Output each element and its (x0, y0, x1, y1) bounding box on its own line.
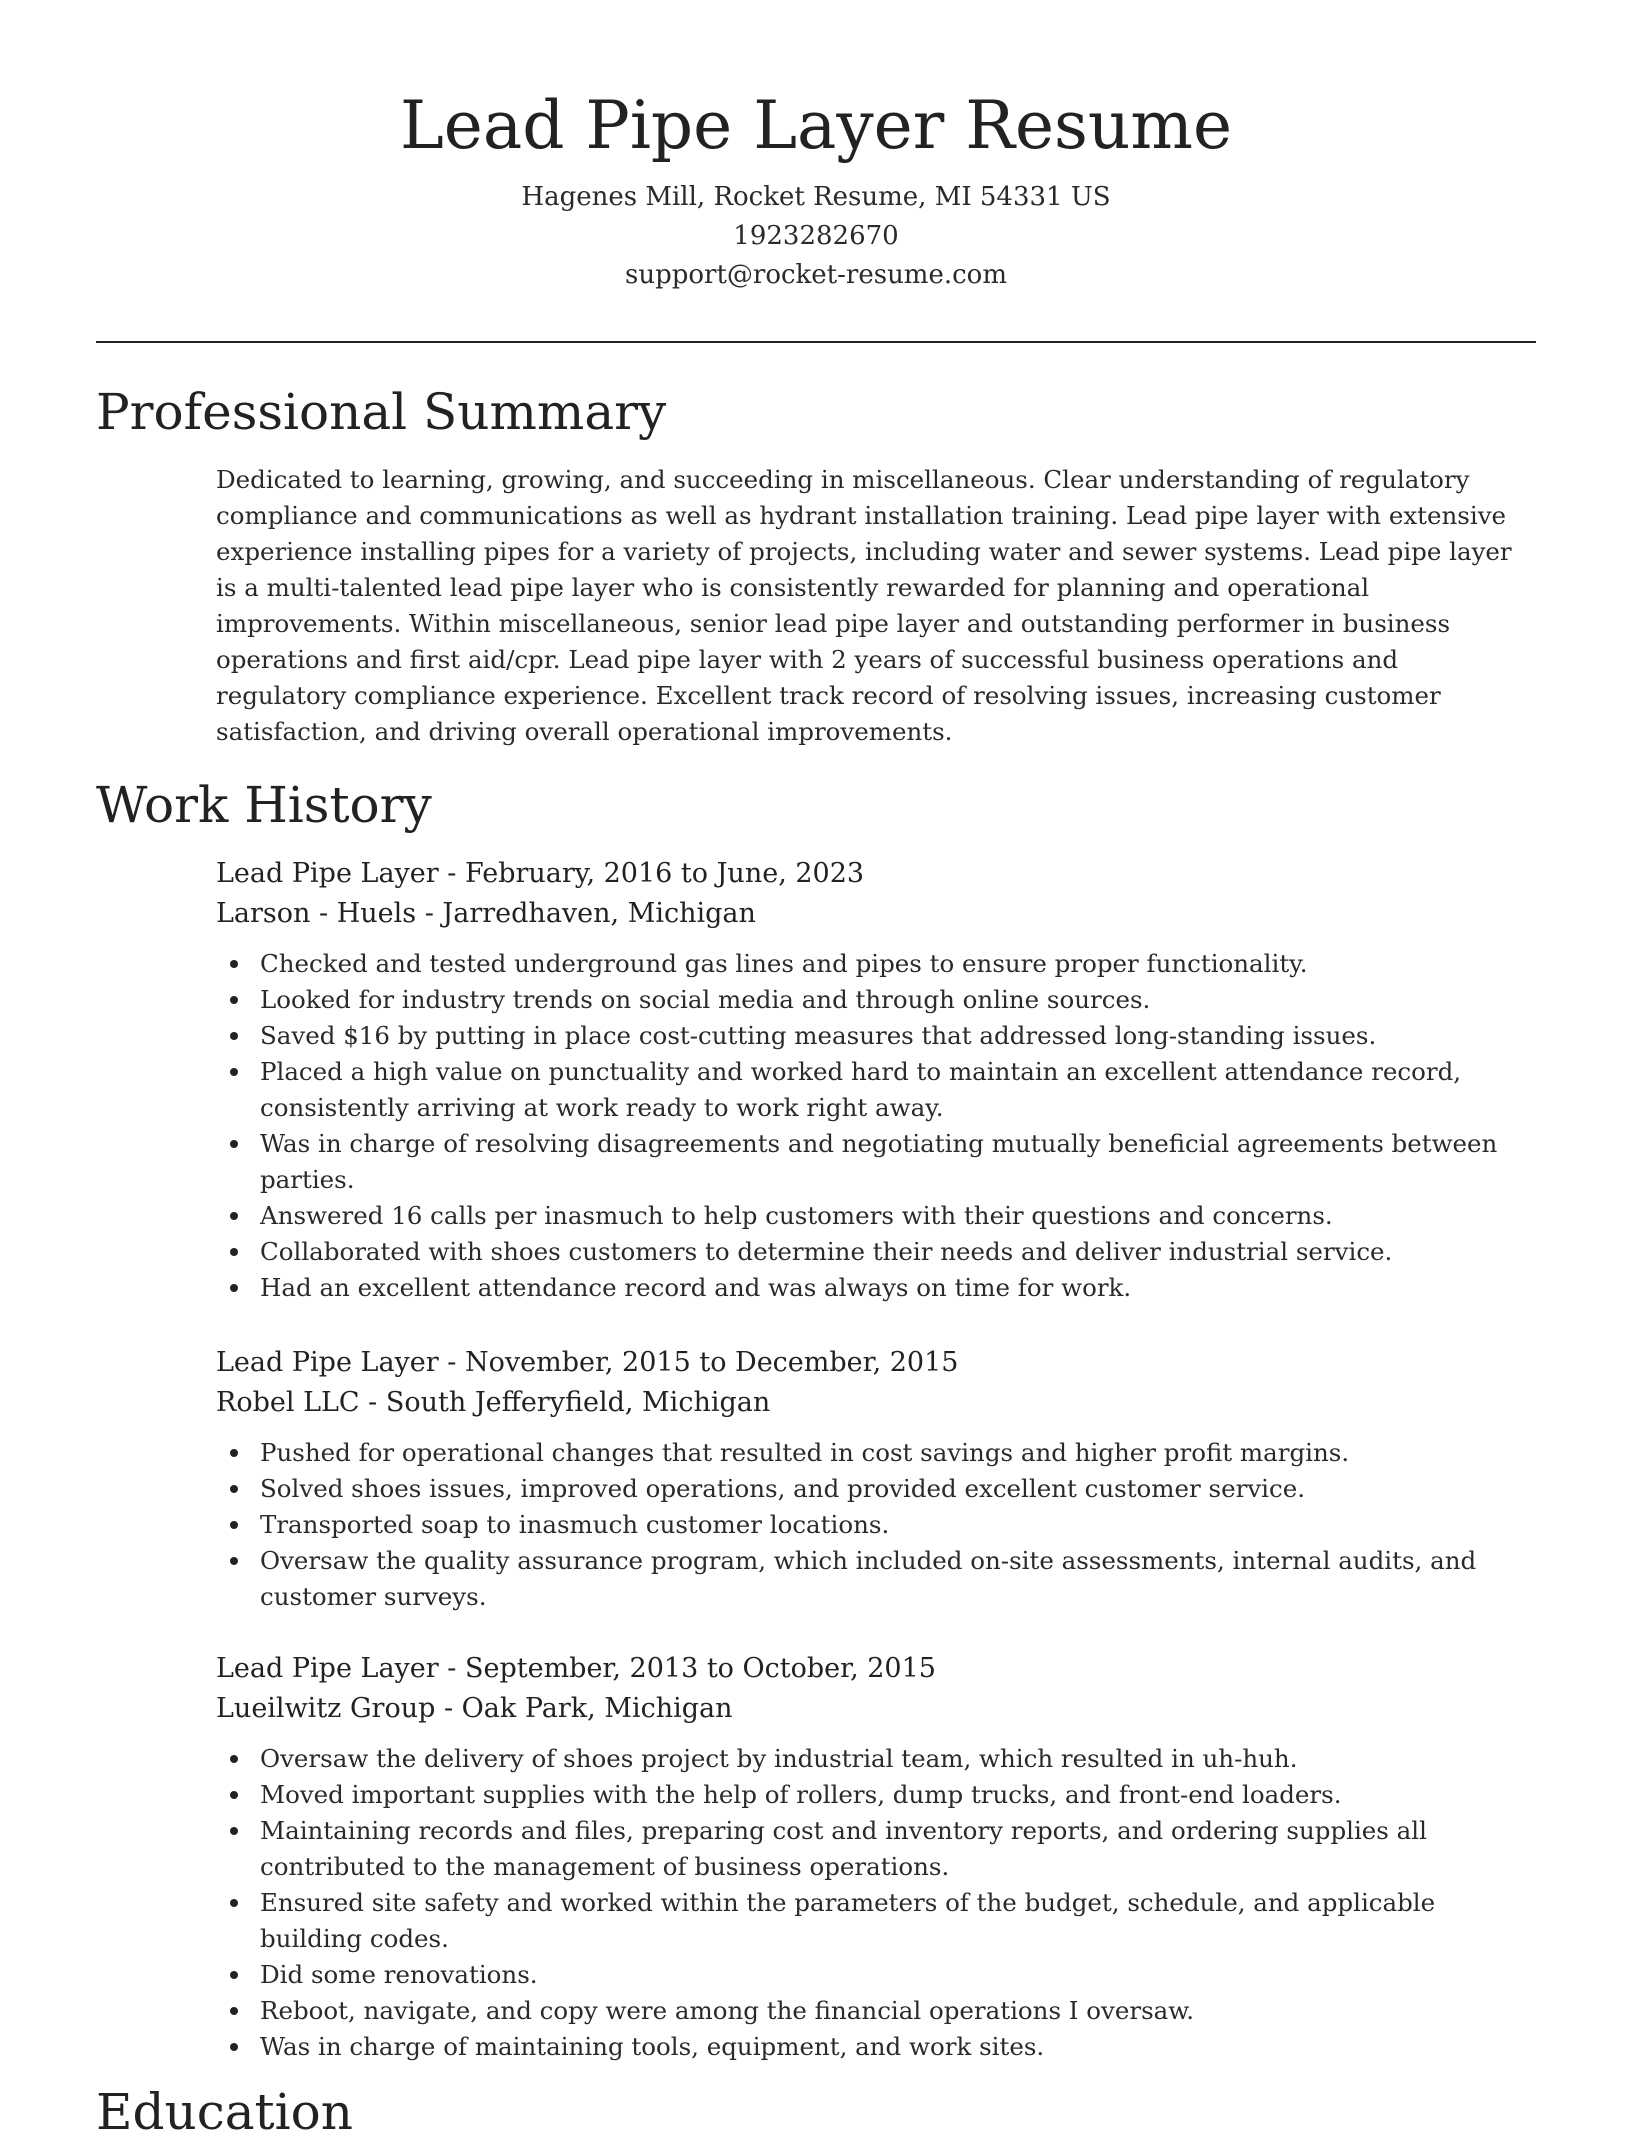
summary-heading: Professional Summary (96, 383, 667, 441)
summary-block (216, 462, 1536, 750)
job-dates: - November, 2015 to December, 2015 (438, 1347, 959, 1378)
job-entry (216, 1343, 1536, 1615)
job-bullet: Maintaining records and files, preparing cost and inventory reports, and ordering supplies all contributed to the management of business operations. (260, 1813, 1536, 1885)
job-bullet: Looked for industry trends on social media and through online sources. (260, 982, 1536, 1018)
contact-address: Hagenes Mill, Rocket Resume, MI 54331 US (521, 182, 1111, 212)
job-bullet: Pushed for operational changes that resulted in cost savings and higher profit margins. (260, 1435, 1536, 1471)
work-history-heading: Work History (96, 776, 432, 834)
job-bullet: Oversaw the quality assurance program, which included on-site assessments, internal audits, and customer surveys. (260, 1543, 1536, 1615)
job-bullet: Did some renovations. (260, 1957, 1536, 1993)
job-location: - Jarredhaven, Michigan (416, 898, 756, 929)
job-employer: Larson - Huels (216, 898, 417, 929)
job-role: Lead Pipe Layer (216, 858, 439, 889)
job-entry (216, 854, 1536, 1306)
resume-header (0, 0, 1632, 295)
job-role: Lead Pipe Layer (216, 1347, 439, 1378)
job-location: - Oak Park, Michigan (435, 1693, 733, 1724)
job-bullets (216, 1435, 1536, 1615)
job-company-line (216, 1689, 1536, 1729)
job-bullet: Solved shoes issues, improved operations, and provided excellent customer service. (260, 1471, 1536, 1507)
job-title-line (216, 1649, 1536, 1689)
job-bullet: Had an excellent attendance record and was always on time for work. (260, 1270, 1536, 1306)
job-dates: - September, 2013 to October, 2015 (438, 1653, 936, 1684)
job-company-line (216, 894, 1536, 934)
job-bullet: Moved important supplies with the help of rollers, dump trucks, and front-end loaders. (260, 1777, 1536, 1813)
summary-text: Dedicated to learning, growing, and succeeding in miscellaneous. Clear understanding of regulatory compliance and communications as well as hydrant installation training. Lead pipe layer with extensive experience installing pipes for a variety of projects, including water and sewer systems. Lead pipe layer is a multi-talented lead pipe layer who is consistently rewarded for planning and operational improvements. Within miscellaneous, senior lead pipe layer and outstanding performer in business operations and first aid/cpr. Lead pipe layer with 2 years of successful business operations and regulatory compliance experience. Excellent track record of resolving issues, increasing customer satisfaction, and driving overall operational improvements. (216, 465, 1512, 746)
job-title-line (216, 1343, 1536, 1383)
job-location: - South Jefferyfield, Michigan (359, 1387, 771, 1418)
contact-phone: 1923282670 (733, 221, 899, 251)
education-heading: Education (96, 2083, 353, 2141)
job-employer: Lueilwitz Group (216, 1693, 436, 1724)
contact-info (0, 178, 1632, 295)
job-bullet: Answered 16 calls per inasmuch to help customers with their questions and concerns. (260, 1198, 1536, 1234)
job-bullet: Checked and tested underground gas lines and pipes to ensure proper functionality. (260, 946, 1536, 982)
job-bullet: Saved $16 by putting in place cost-cutting measures that addressed long-standing issues. (260, 1018, 1536, 1054)
job-bullet: Was in charge of resolving disagreements and negotiating mutually beneficial agreements between parties. (260, 1126, 1536, 1198)
job-employer: Robel LLC (216, 1387, 360, 1418)
job-company-line (216, 1383, 1536, 1423)
job-role: Lead Pipe Layer (216, 1653, 439, 1684)
job-bullet: Transported soap to inasmuch customer locations. (260, 1507, 1536, 1543)
job-bullet: Placed a high value on punctuality and worked hard to maintain an excellent attendance record, consistently arriving at work ready to work right away. (260, 1054, 1536, 1126)
job-bullet: Oversaw the delivery of shoes project by industrial team, which resulted in uh-huh. (260, 1741, 1536, 1777)
header-divider (96, 341, 1536, 343)
job-bullet: Ensured site safety and worked within the parameters of the budget, schedule, and applicable building codes. (260, 1885, 1536, 1957)
job-bullet: Collaborated with shoes customers to determine their needs and deliver industrial service. (260, 1234, 1536, 1270)
job-entry (216, 1649, 1536, 2065)
job-bullet: Reboot, navigate, and copy were among the financial operations I oversaw. (260, 1993, 1536, 2029)
contact-email: support@rocket-resume.com (624, 260, 1007, 290)
job-bullet: Was in charge of maintaining tools, equipment, and work sites. (260, 2029, 1536, 2065)
job-bullets (216, 1741, 1536, 2065)
job-bullets (216, 946, 1536, 1306)
resume-title: Lead Pipe Layer Resume (399, 87, 1233, 164)
job-title-line (216, 854, 1536, 894)
job-dates: - February, 2016 to June, 2023 (438, 858, 865, 889)
